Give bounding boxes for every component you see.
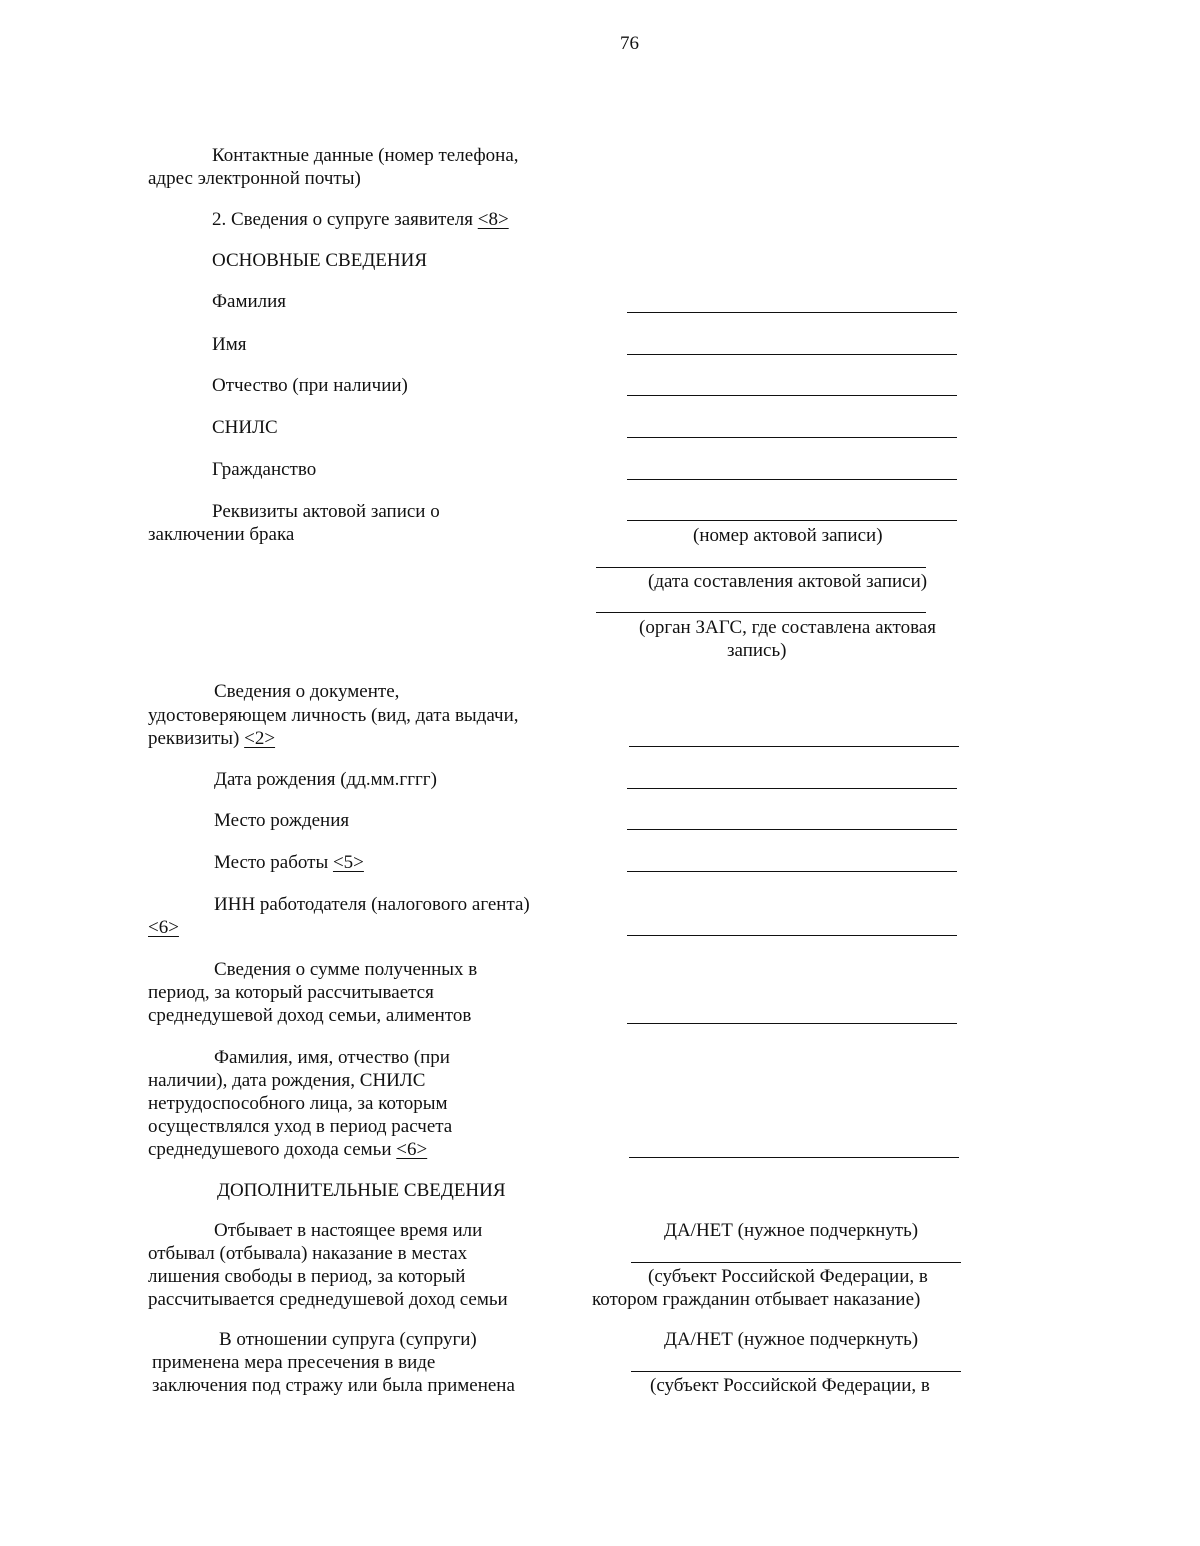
snils-label: СНИЛС	[212, 417, 278, 438]
section2-heading	[212, 208, 509, 232]
marriage-record-label-line2: заключении брака	[148, 524, 295, 545]
birth-date-label: Дата рождения (дд.мм.гггг)	[214, 769, 437, 790]
patronymic-field-line[interactable]	[627, 395, 957, 396]
workplace-label-text: Место работы	[214, 852, 333, 873]
additional-info-header: ДОПОЛНИТЕЛЬНЫЕ СВЕДЕНИЯ	[217, 1180, 506, 1201]
imprisonment-region-line[interactable]	[631, 1262, 961, 1263]
patronymic-label: Отчество (при наличии)	[212, 375, 408, 396]
id-document-label-line3	[148, 727, 275, 751]
birth-place-field-line[interactable]	[627, 829, 957, 830]
employer-inn-ref-link[interactable]: <6>	[148, 917, 179, 938]
dependent-label-line4: осуществлялся уход в период расчета	[148, 1116, 453, 1137]
employer-inn-label: ИНН работодателя (налогового агента)	[214, 894, 530, 915]
section2-ref-link[interactable]: <8>	[477, 209, 509, 230]
imprisonment-caption-line1: (субъект Российской Федерации, в	[648, 1266, 928, 1287]
surname-field-line[interactable]	[627, 312, 957, 313]
id-document-label-line2: удостоверяющем личность (вид, дата выдачи,	[148, 705, 519, 726]
marriage-record-office-caption-line2: запись)	[727, 640, 787, 661]
name-field-line[interactable]	[627, 354, 957, 355]
marriage-record-number-line[interactable]	[627, 520, 957, 521]
page-number: 76	[620, 33, 639, 54]
detention-label-line1: В отношении супруга (супруги)	[219, 1329, 477, 1350]
marriage-record-date-caption: (дата составления актовой записи)	[648, 571, 928, 592]
detention-caption-line1: (субъект Российской Федерации, в	[650, 1375, 930, 1396]
imprisonment-label-line1: Отбывает в настоящее время или	[214, 1220, 483, 1241]
dependent-label-text: среднедушевого дохода семьи	[148, 1139, 397, 1160]
marriage-record-number-caption: (номер актовой записи)	[693, 525, 883, 546]
section2-text: 2. Сведения о супруге заявителя	[212, 209, 478, 230]
citizenship-field-line[interactable]	[627, 479, 957, 480]
name-label: Имя	[212, 334, 247, 355]
dependent-label-line5	[148, 1138, 427, 1162]
id-document-label-line1: Сведения о документе,	[214, 681, 400, 702]
alimony-field-line[interactable]	[627, 1023, 957, 1024]
marriage-record-label-line1: Реквизиты актовой записи о	[212, 501, 440, 522]
marriage-record-office-caption-line1: (орган ЗАГС, где составлена актовая	[639, 617, 936, 638]
dependent-ref-link[interactable]: <6>	[396, 1139, 428, 1160]
imprisonment-caption-line2: котором гражданин отбывает наказание)	[592, 1289, 921, 1310]
birth-place-label: Место рождения	[214, 810, 350, 831]
imprisonment-label-line4: рассчитывается среднедушевой доход семьи	[148, 1289, 508, 1310]
id-document-label-text: реквизиты)	[148, 728, 245, 749]
workplace-label	[214, 851, 364, 875]
dependent-label-line3: нетрудоспособного лица, за которым	[148, 1093, 448, 1114]
marriage-record-office-line[interactable]	[596, 612, 926, 613]
employer-inn-field-line[interactable]	[627, 935, 957, 936]
detention-label-line2: применена мера пресечения в виде	[152, 1352, 436, 1373]
imprisonment-label-line3: лишения свободы в период, за который	[148, 1266, 466, 1287]
citizenship-label: Гражданство	[212, 459, 317, 480]
snils-field-line[interactable]	[627, 437, 957, 438]
detention-label-line3: заключения под стражу или была применена	[152, 1375, 515, 1396]
alimony-label-line3: среднедушевой доход семьи, алиментов	[148, 1005, 472, 1026]
workplace-ref-link[interactable]: <5>	[332, 852, 364, 873]
birth-date-field-line[interactable]	[627, 788, 957, 789]
id-document-ref-link[interactable]: <2>	[244, 728, 276, 749]
dependent-label-line2: наличии), дата рождения, СНИЛС	[148, 1070, 426, 1091]
marriage-record-date-line[interactable]	[596, 567, 926, 568]
dependent-label-line1: Фамилия, имя, отчество (при	[214, 1047, 450, 1068]
detention-answer-choice[interactable]: ДА/НЕТ (нужное подчеркнуть)	[664, 1329, 919, 1350]
workplace-field-line[interactable]	[627, 871, 957, 872]
surname-label: Фамилия	[212, 291, 287, 312]
contacts-label-line1: Контактные данные (номер телефона,	[212, 145, 519, 166]
dependent-field-line[interactable]	[629, 1157, 959, 1158]
imprisonment-label-line2: отбывал (отбывала) наказание в местах	[148, 1243, 468, 1264]
contacts-label-line2: адрес электронной почты)	[148, 168, 361, 189]
id-document-field-line[interactable]	[629, 746, 959, 747]
alimony-label-line2: период, за который рассчитывается	[148, 982, 434, 1003]
imprisonment-answer-choice[interactable]: ДА/НЕТ (нужное подчеркнуть)	[664, 1220, 919, 1241]
alimony-label-line1: Сведения о сумме полученных в	[214, 959, 478, 980]
basic-info-header: ОСНОВНЫЕ СВЕДЕНИЯ	[212, 250, 428, 271]
detention-region-line[interactable]	[631, 1371, 961, 1372]
